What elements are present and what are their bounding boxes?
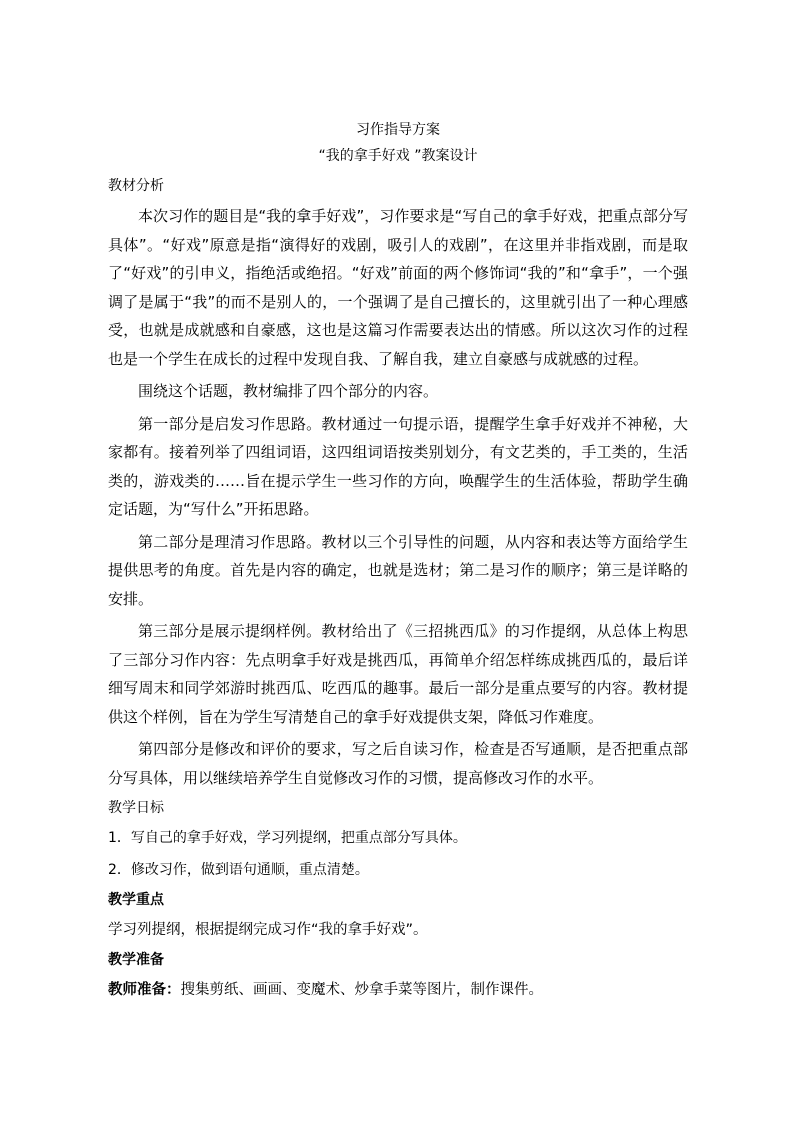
heading-goals: 教学日标	[108, 800, 164, 816]
paragraph: 第二部分是理清习作思路。教材以三个引导性的问题，从内容和表达等方面给学生提供思考的角度。首先是内容的确定，也就是选材；第二是习作的顺序；第三是详略的安排。	[108, 532, 688, 608]
focus-text: 学习列提纲，根据提纲完成习作“我的拿手好戏”。	[108, 922, 428, 938]
heading-analysis: 教材分析	[108, 178, 164, 194]
paragraph: 本次习作的题目是“我的拿手好戏”，习作要求是“写自己的拿手好戏，把重点部分写具体”。“好戏”原意是指“演得好的戏剧，吸引人的戏剧”，在这里并非指戏剧，而是取了“好戏”的引申义，指绝活或绝招。“好戏”前面的两个修饰词“我的”和“拿手”，一个强调了是属于“我”的而不是别人的，一个强调了是自己擅长的，这里就引出了一种心理感受，也就是成就感和自豪感，这也是这篇习作需要表达出的情感。所以这次习作的过程也是一个学生在成长的过程中发现自我、了解自我，建立自豪感与成就感的过程。	[108, 207, 688, 368]
heading-prep: 教学准备	[108, 952, 164, 968]
heading-focus: 教学重点	[108, 892, 164, 908]
goal-item: 1．写自己的拿手好戏，学习列提纲，把重点部分写具体。	[108, 830, 467, 846]
doc-title: 习作指导方案	[356, 122, 440, 138]
goal-item: 2．修改习作，做到语句通顺，重点清楚。	[108, 862, 369, 878]
paragraph: 第一部分是启发习作思路。教材通过一句提示语，提醒学生拿手好戏并不神秘，大家都有。接着列举了四组词语，这四组词语按类别划分，有文艺类的，手工类的，生活类的，游戏类的……旨在提示学生一些习作的方向，唤醒学生的生活体验，帮助学生确定话题，为“写什么”开拓思路。	[108, 414, 688, 518]
paragraph: 第四部分是修改和评价的要求，写之后自读习作，检查是否写通顺，是否把重点部分写具体，用以继续培养学生自觉修改习作的习惯，提高修改习作的水平。	[108, 740, 688, 787]
prep-text: 搜集剪纸、画画、变魔术、炒拿手菜等图片，制作课件。	[180, 982, 543, 998]
paragraph: 围绕这个话题，教材编排了四个部分的内容。	[138, 382, 439, 400]
prep-line	[108, 976, 688, 1004]
document-page	[108, 118, 688, 1008]
prep-label: 教师准备：	[108, 982, 181, 998]
doc-subtitle: “我的拿手好戏 ”教案设计	[318, 148, 478, 164]
paragraph: 第三部分是展示提纲样例。教材给出了《三招挑西瓜》的习作提纲，从总体上构思了三部分习作内容：先点明拿手好戏是挑西瓜，再简单介绍怎样练成挑西瓜的，最后详细写周末和同学郊游时挑西瓜、吃西瓜的趣事。最后一部分是重点要写的内容。教材提供这个样例，旨在为学生写清楚自己的拿手好戏提供支架，降低习作难度。	[108, 622, 688, 726]
